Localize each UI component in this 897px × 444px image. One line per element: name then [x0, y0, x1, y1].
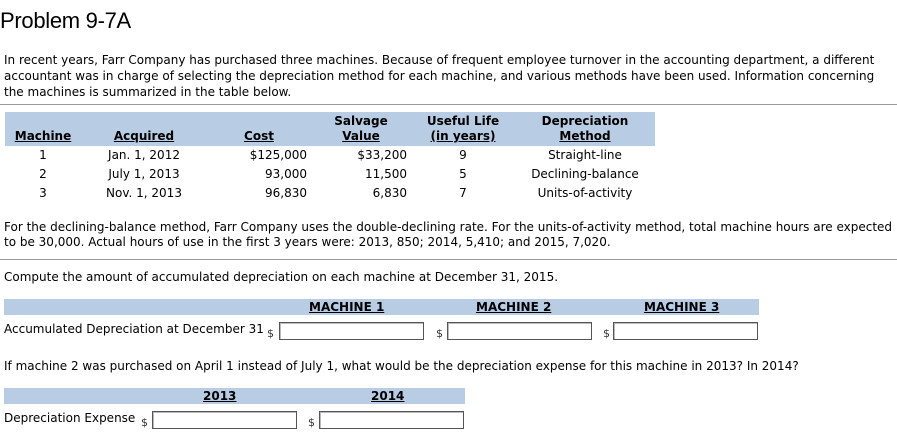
cell-cost: 96,830 [265, 186, 307, 200]
currency-symbol: $ [141, 416, 148, 429]
cell-life: 7 [459, 186, 467, 200]
currency-symbol: $ [267, 327, 274, 340]
cell-machine: 3 [39, 186, 47, 200]
machines-table [5, 112, 655, 203]
expense-2013-input[interactable] [152, 411, 297, 429]
col-header-useful-life: Useful Life (in years) [411, 112, 515, 146]
cell-acquired: Jan. 1, 2012 [108, 148, 180, 162]
intro-paragraph: In recent years, Farr Company has purchased three machines. Because of frequent employee turnover in the accounting department, a different accountant was in charge of selecting the depreciation method for each machine, and various methods have been used. Information concerning the machines is summarized in the table below. [4, 53, 875, 99]
col-header-2013: 2013 [203, 389, 237, 403]
cell-machine: 1 [39, 148, 47, 162]
cell-method: Units-of-activity [537, 186, 633, 200]
cell-method: Declining-balance [531, 167, 639, 181]
col-header-machine-2: MACHINE 2 [476, 300, 552, 314]
col-header-machine: Machine [5, 112, 81, 146]
currency-symbol: $ [308, 416, 315, 429]
cell-machine: 2 [39, 167, 47, 181]
accum-machine-1-input[interactable] [279, 322, 424, 340]
col-header-method: Depreciation Method [515, 112, 655, 146]
accum-header-bar [4, 299, 759, 315]
col-header-acquired: Acquired [81, 112, 207, 146]
cell-acquired: Nov. 1, 2013 [106, 186, 182, 200]
cell-method: Straight-line [548, 148, 622, 162]
accum-row-label: Accumulated Depreciation at December 31 [4, 322, 264, 336]
accum-machine-3-input[interactable] [613, 322, 758, 340]
cell-salvage: 11,500 [365, 167, 407, 181]
col-header-salvage: Salvage Value [311, 112, 411, 146]
table-row [5, 165, 655, 184]
cell-cost: $125,000 [249, 148, 307, 162]
currency-symbol: $ [436, 327, 443, 340]
cell-salvage: 6,830 [372, 186, 407, 200]
cell-cost: 93,000 [265, 167, 307, 181]
accum-machine-2-input[interactable] [447, 322, 592, 340]
expense-row-label: Depreciation Expense [4, 411, 136, 425]
expense-header-bar [4, 388, 465, 404]
page-title: Problem 9-7A [0, 8, 131, 33]
col-header-cost: Cost [207, 112, 311, 146]
col-header-machine-3: MACHINE 3 [644, 300, 720, 314]
currency-symbol: $ [603, 327, 610, 340]
cell-life: 5 [459, 167, 467, 181]
col-header-2014: 2014 [371, 389, 405, 403]
april-purchase-question: If machine 2 was purchased on April 1 instead of July 1, what would be the depreciation expense for this machine in 2013? In 2014? [4, 359, 799, 373]
divider [0, 259, 897, 260]
table-row [5, 184, 655, 203]
cell-acquired: July 1, 2013 [108, 167, 180, 181]
divider [0, 104, 897, 105]
col-header-machine-1: MACHINE 1 [309, 300, 385, 314]
table-header-row [5, 112, 655, 146]
method-details-paragraph: For the declining-balance method, Farr Company uses the double-declining rate. For the units-of-activity method, total machine hours are expected to be 30,000. Actual hours of use in the first 3 years were: 2013, 850; 2014, 5,410; and 2015, 7,020. [4, 220, 893, 249]
table-row [5, 146, 655, 165]
compute-prompt: Compute the amount of accumulated depreciation on each machine at December 31, 2015. [4, 270, 559, 284]
cell-life: 9 [459, 148, 467, 162]
expense-2014-input[interactable] [319, 411, 464, 429]
cell-salvage: $33,200 [357, 148, 407, 162]
